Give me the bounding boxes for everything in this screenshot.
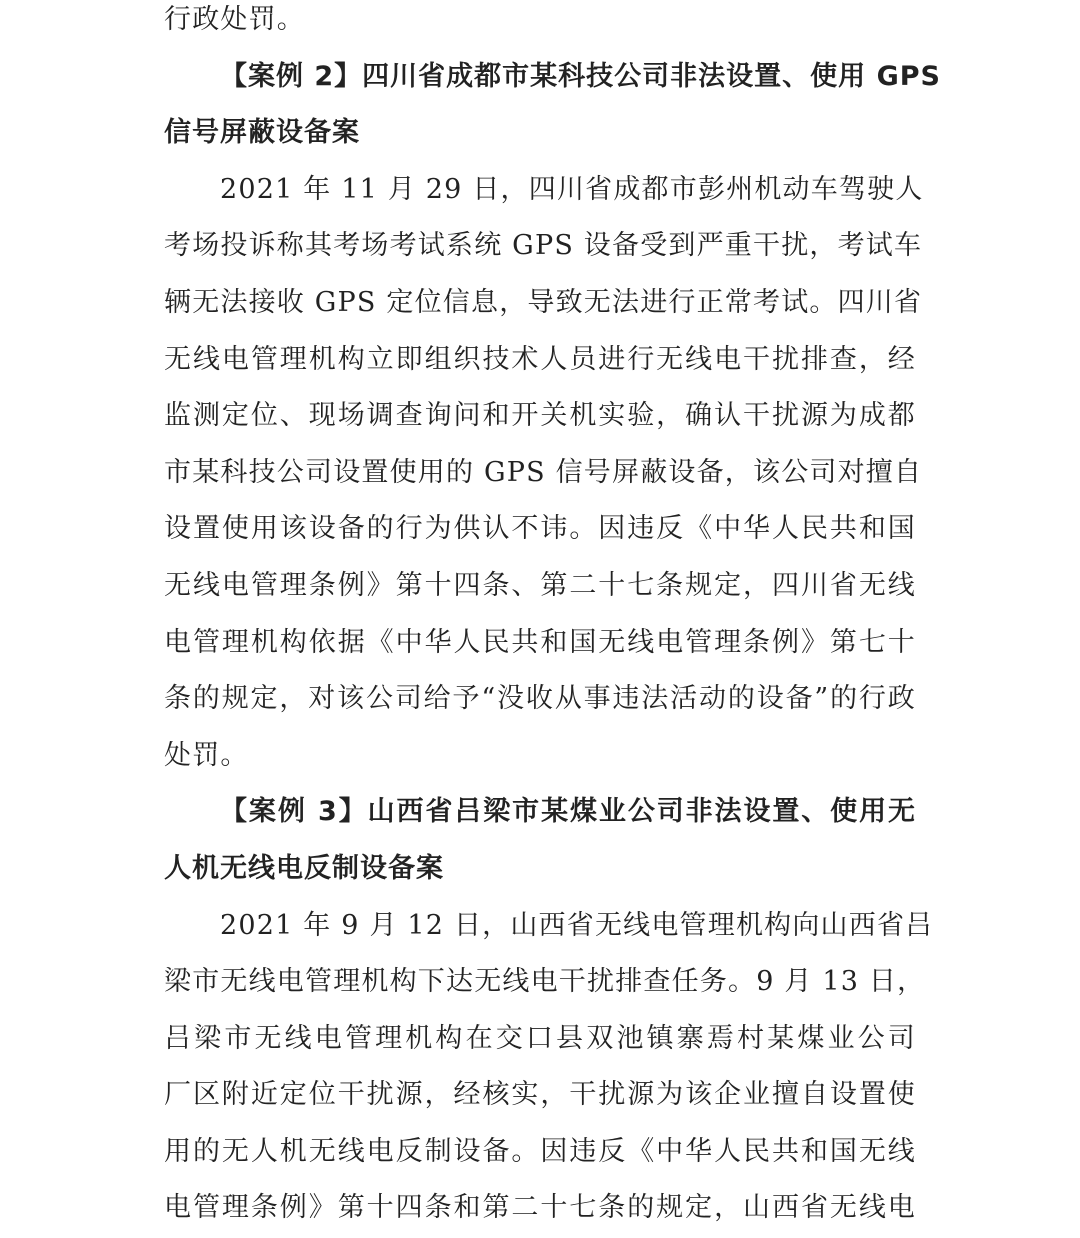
case3-title-line1: 【案例 3】山西省吕梁市某煤业公司非法设置、使用无 xyxy=(220,796,916,828)
case2-paragraph-line: 处罚。 xyxy=(164,739,249,771)
case3-title-line2: 人机无线电反制设备案 xyxy=(164,852,444,884)
case2-paragraph-line: 电管理机构依据《中华人民共和国无线电管理条例》第七十 xyxy=(164,626,916,658)
case2-paragraph-line: 无线电管理机构立即组织技术人员进行无线电干扰排查，经 xyxy=(164,343,916,375)
case2-paragraph-line: 条的规定，对该公司给予“没收从事违法活动的设备”的行政 xyxy=(164,683,916,715)
case3-paragraph-line: 厂区附近定位干扰源，经核实，干扰源为该企业擅自设置使 xyxy=(164,1079,916,1111)
case2-paragraph-line: 设置使用该设备的行为供认不讳。因违反《中华人民共和国 xyxy=(164,513,916,545)
case2-title-line2: 信号屏蔽设备案 xyxy=(164,117,360,149)
document-page xyxy=(164,0,941,1237)
case3-paragraph-line: 梁市无线电管理机构下达无线电干扰排查任务。9 月 13 日， xyxy=(164,966,926,998)
case3-paragraph-line: 吕梁市无线电管理机构在交口县双池镇寨焉村某煤业公司 xyxy=(164,1022,916,1054)
case2-paragraph-line: 监测定位、现场调查询问和开关机实验，确认干扰源为成都 xyxy=(164,400,916,432)
case3-paragraph-line: 电管理条例》第十四条和第二十七条的规定，山西省无线电 xyxy=(164,1192,916,1224)
case3-paragraph-line: 用的无人机无线电反制设备。因违反《中华人民共和国无线 xyxy=(164,1135,916,1167)
case2-paragraph-line: 2021 年 11 月 29 日，四川省成都市彭州机动车驾驶人 xyxy=(220,173,924,205)
case2-paragraph-line: 无线电管理条例》第十四条、第二十七条规定，四川省无线 xyxy=(164,569,916,601)
case2-title-line1: 【案例 2】四川省成都市某科技公司非法设置、使用 GPS xyxy=(220,60,941,92)
case3-paragraph-line: 2021 年 9 月 12 日，山西省无线电管理机构向山西省吕 xyxy=(220,909,934,941)
case2-paragraph-line: 考场投诉称其考场考试系统 GPS 设备受到严重干扰，考试车 xyxy=(164,230,923,262)
intro-tail-text: 行政处罚。 xyxy=(164,4,305,35)
case2-paragraph-line: 辆无法接收 GPS 定位信息，导致无法进行正常考试。四川省 xyxy=(164,286,923,318)
case2-paragraph-line: 市某科技公司设置使用的 GPS 信号屏蔽设备，该公司对擅自 xyxy=(164,456,923,488)
